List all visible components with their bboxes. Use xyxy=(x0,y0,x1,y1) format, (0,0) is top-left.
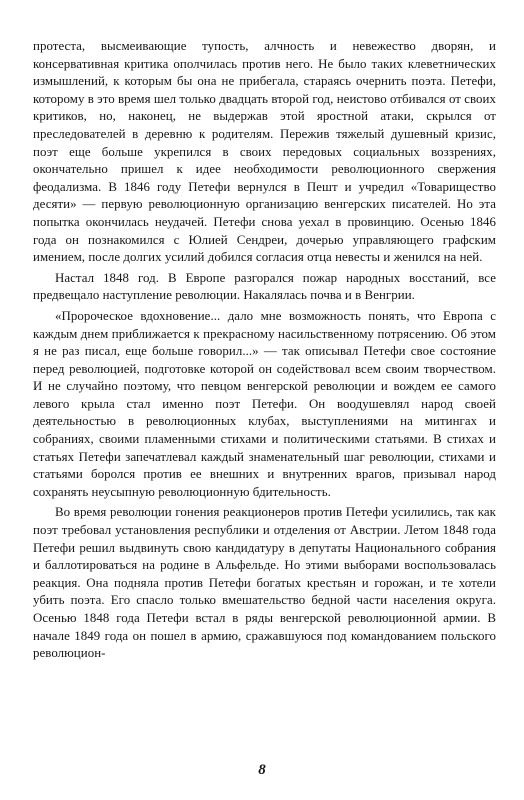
page-number: 8 xyxy=(258,762,266,778)
paragraph-2: Настал 1848 год. В Европе разгорался пожар народных восстаний, все предвещало наступление революции. Накалялась почва и в Венгрии. xyxy=(33,270,496,303)
paragraph-3: «Пророческое вдохновение... дало мне возможность понять, что Европа с каждым днем приближается к прекрасному насильственному потрясению. Об этом я не раз писал, еще больше говорил...» — так описывал Петефи свое состояние перед революцией, подготовке которой он содействовал всем своим творчеством. И не случайно поэтому, что певцом венгерской революции и вождем ее самого левого крыла стал именно поэт Петефи. Он воодушевлял народ своей деятельностью в революционных клубах, выступлениями на митингах и собраниях, своими пламенными стихами и политическими статьями. В стихах и статьях Петефи запечатлевал каждый знаменательный шаг революции, стихами и статьями боролся против ее внешних и внутренних врагов, призывал народ сохранять неусыпную революционную бдительность. xyxy=(33,308,496,499)
paragraph-1: протеста, высмеивающие тупость, алчность и невежество дворян, и консервативная критика ополчилась против него. Не было таких клеветнических измышлений, к которым бы она не прибегала, стараясь очернить поэта. Петефи, которому в это время шел только двадцать второй год, неистово отбивался от своих критиков, но, наконец, не выдержав этой яростной атаки, скрылся от преследователей в деревню к родителям. Пережив тяжелый душевный кризис, поэт еще больше укрепился в своих передовых социальных воззрениях, окончательно пришел к идее необходимости революционного свержения феодализма. В 1846 году Петефи вернулся в Пешт и учредил «Товарищество десяти» — первую революционную организацию венгерских писателей. Но эта попытка окончилась неудачей. Петефи снова уехал в провинцию. Осенью 1846 года он познакомился с Юлией Сендреи, дочерью управляющего графским имением, после долгих усилий добился согласия отца невесты и женился на ней. xyxy=(33,39,496,265)
paragraph-4: Во время революции гонения реакционеров против Петефи усилились, так как поэт требовал установления республики и отделения от Австрии. Летом 1848 года Петефи решил выдвинуть свою кандидатуру в депутаты Национального собрания и баллотироваться на родине в Альфельде. Но этими выборами воспользовалась реакция. Она подняла против Петефи богатых крестьян и горожан, и те хотели убить поэта. Его спасло только вмешательство бедной части населения округа. Осенью 1848 года Петефи встал в ряды венгерской революционной армии. В начале 1849 года он пошел в армию, сражавшуюся под командованием польского революцион- xyxy=(33,505,496,661)
body-text xyxy=(33,38,496,663)
